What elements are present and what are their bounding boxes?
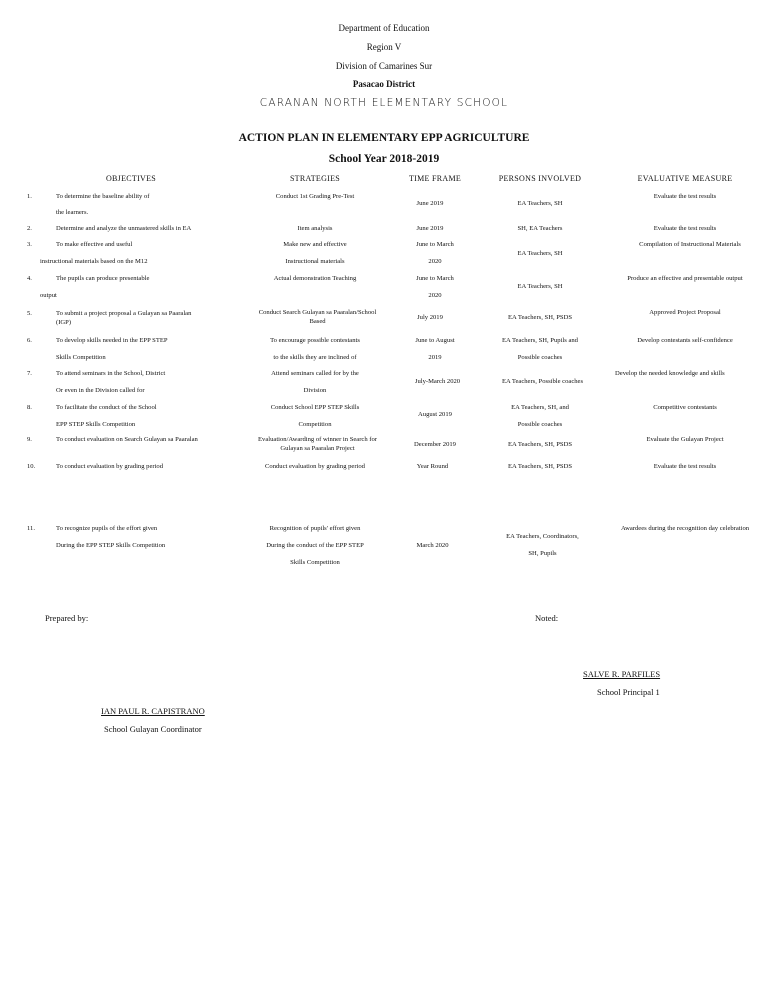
row-objective: To facilitate the conduct of the School (56, 404, 157, 411)
row-objective-cont: EPP STEP Skills Competition (56, 421, 136, 428)
row-objective-cont: Or even in the Division called for (56, 387, 145, 394)
row-time-frame-cont: 2020 (428, 292, 442, 299)
row-strategy: Conduct Search Gulayan sa Paaralan/School (258, 309, 377, 316)
row-evaluative: Evaluate the Gulayan Project (646, 436, 724, 443)
row-strategy-cont: Instructional materials (285, 258, 345, 265)
row-number: 8. (27, 404, 32, 411)
row-strategy-cont2: Skills Competition (290, 559, 340, 566)
row-time-frame: December 2019 (414, 441, 456, 448)
row-time-frame-cont: 2019 (428, 354, 442, 361)
row-number: 6. (27, 337, 32, 344)
row-number: 4. (27, 275, 32, 282)
row-persons: EA Teachers, SH, and (511, 404, 569, 411)
row-objective: The pupils can produce presentable (56, 275, 150, 282)
row-evaluative: Compilation of Instructional Materials (639, 241, 741, 248)
noted-name: SALVE R. PARFILES (583, 669, 661, 679)
column-evaluative-measure: EVALUATIVE MEASURE (637, 174, 733, 183)
row-objective-cont: Skills Competition (56, 354, 106, 361)
row-strategy-cont: Division (303, 387, 327, 394)
school-year: School Year 2018-2019 (328, 153, 440, 165)
row-strategy: Conduct 1st Grading Pre-Test (275, 193, 355, 200)
row-objective: To make effective and useful (56, 241, 133, 248)
row-number: 7. (27, 370, 32, 377)
row-objective-cont: output (40, 292, 57, 299)
document-title: ACTION PLAN IN ELEMENTARY EPP AGRICULTURE (238, 132, 530, 144)
row-persons-cont: Possible coaches (517, 354, 563, 361)
header-district: Pasacao District (352, 79, 416, 89)
row-objective: To conduct evaluation by grading period (56, 463, 164, 470)
row-persons: EA Teachers, Possible coaches (501, 378, 584, 385)
row-evaluative: Develop the needed knowledge and skills (615, 370, 725, 377)
row-evaluative: Evaluate the test results (653, 225, 717, 232)
school-name: CARANAN NORTH ELEMENTARY SCHOOL (259, 97, 509, 109)
row-time-frame: Year Round (416, 463, 449, 470)
row-time-frame: June to August (415, 337, 455, 344)
row-objective-cont: the learners. (56, 209, 89, 216)
header-region: Region V (366, 42, 402, 52)
row-objective: To determine the baseline ability of (56, 193, 150, 200)
row-objective: To develop skills needed in the EPP STEP (56, 337, 168, 344)
row-persons: EA Teachers, SH, PSDS (507, 441, 573, 448)
row-objective: To submit a project proposal a Gulayan sa Paaralan (56, 310, 192, 317)
row-number: 2. (27, 225, 32, 232)
row-evaluative: Approved Project Proposal (649, 309, 721, 316)
row-strategy: Evaluation/Awarding of winner in Search for (258, 436, 377, 443)
row-strategy-cont: Gulayan sa Paaralan Project (280, 445, 355, 452)
row-time-frame: July 2019 (417, 314, 443, 321)
row-objective: To attend seminars in the School, District (56, 370, 166, 377)
row-time-frame: August 2019 (418, 411, 452, 418)
row-persons-cont: Possible coaches (517, 421, 563, 428)
row-strategy: Actual demonstration Teaching (273, 275, 357, 282)
row-persons: EA Teachers, SH, PSDS (507, 463, 573, 470)
row-number: 9. (27, 436, 32, 443)
row-objective: To recognize pupils of the effort given (56, 525, 158, 532)
row-persons: SH, EA Teachers (517, 225, 563, 232)
column-time-frame: TIME FRAME (408, 174, 462, 183)
row-evaluative: Evaluate the test results (653, 193, 717, 200)
row-time-frame: June to March (416, 241, 454, 248)
row-strategy-cont: Based (309, 318, 326, 325)
row-persons-cont: SH, Pupils (528, 550, 557, 557)
column-strategies: STRATEGIES (289, 174, 341, 183)
row-persons: EA Teachers, SH (517, 200, 563, 207)
noted-title: School Principal 1 (597, 687, 660, 697)
row-time-frame: March 2020 (416, 542, 449, 549)
row-persons: EA Teachers, SH, PSDS (507, 314, 573, 321)
row-evaluative: Develop contestants self-confidence (637, 337, 733, 344)
row-strategy: Recognition of pupils' effort given (269, 525, 361, 532)
row-persons: EA Teachers, SH (517, 283, 563, 290)
row-evaluative: Evaluate the test results (653, 463, 717, 470)
row-persons: EA Teachers, Coordinators, (506, 533, 579, 540)
row-strategy: Item analysis (297, 225, 333, 232)
row-persons: EA Teachers, SH, Pupils and (502, 337, 578, 344)
row-number: 1. (27, 193, 32, 200)
row-time-frame: June 2019 (416, 225, 444, 232)
row-objective-cont: (IGP) (56, 319, 72, 326)
row-strategy: Make new and effective (283, 241, 347, 248)
prepared-name: IAN PAUL R. CAPISTRANO (101, 706, 205, 716)
row-time-frame: July-March 2020 (414, 378, 461, 385)
row-number: 10. (27, 463, 36, 470)
row-number: 11. (27, 525, 35, 532)
row-number: 5. (27, 310, 32, 317)
row-objective: To conduct evaluation on Search Gulayan sa Paaralan (56, 436, 198, 443)
row-strategy-cont: Competition (298, 421, 332, 428)
row-time-frame: June 2019 (416, 200, 444, 207)
header-division: Division of Camarines Sur (335, 61, 433, 71)
row-time-frame: June to March (416, 275, 454, 282)
row-evaluative: Produce an effective and presentable output (627, 275, 743, 282)
row-objective: Determine and analyze the unmastered skills in EA (56, 225, 192, 232)
row-objective-cont: During the EPP STEP Skills Competition (56, 542, 166, 549)
noted-label: Noted: (535, 613, 559, 623)
row-strategy: Attend seminars called for by the (271, 370, 359, 377)
row-strategy: Conduct evaluation by grading period (265, 463, 365, 470)
prepared-by-label: Prepared by: (45, 613, 89, 623)
row-evaluative: Awardees during the recognition day celebration (620, 525, 750, 532)
row-number: 3. (27, 241, 32, 248)
row-persons: EA Teachers, SH (517, 250, 563, 257)
row-strategy-cont: During the conduct of the EPP STEP (266, 542, 364, 549)
column-persons-involved: PERSONS INVOLVED (498, 174, 582, 183)
row-objective-cont: instructional materials based on the M12 (40, 258, 148, 265)
row-strategy: To encourage possible contestants (270, 337, 360, 344)
header-department: Department of Education (338, 23, 430, 33)
row-time-frame-cont: 2020 (428, 258, 442, 265)
row-evaluative: Competitive contestants (653, 404, 717, 411)
prepared-title: School Gulayan Coordinator (104, 724, 202, 734)
column-objectives: OBJECTIVES (105, 174, 157, 183)
row-strategy: Conduct School EPP STEP Skills (270, 404, 360, 411)
row-strategy-cont: to the skills they are inclined of (273, 354, 357, 361)
